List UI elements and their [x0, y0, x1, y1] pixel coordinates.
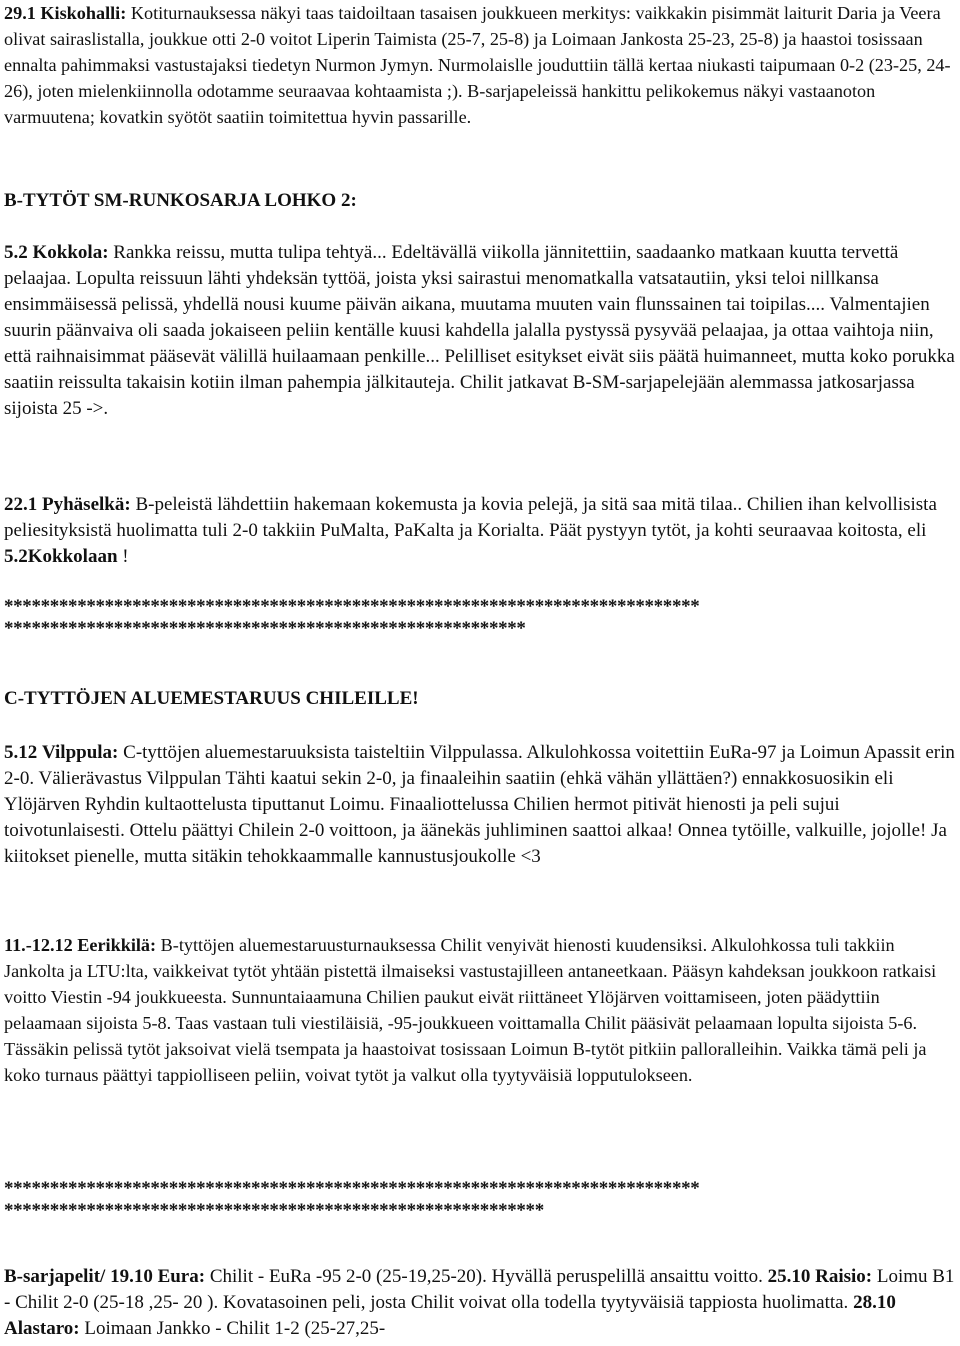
paragraph	[4, 740, 956, 870]
event-text: Kotiturnauksessa näkyi taas taidoiltaan tasaisen joukkueen merkitys: vaikkakin pisimmät laiturit Daria ja Veera olivat sairaslistalla, joukkue otti 2-0 voitot Liperin Taimista (25-7, 25-8) ja Loimaan Jankosta 25-23, 25-8) ja haastoi tosissaan ennalta pahimmaksi vastustajaksi tiedetyn Nurmon Jymyn.	[4, 3, 941, 75]
event-text: Loimaan Jankko - Chilit 1-2 (25-27,25-	[79, 1318, 386, 1339]
event-date-place: 25.10 Raisio:	[767, 1266, 873, 1287]
paragraph	[4, 932, 956, 1088]
event-date: 5.2	[4, 242, 28, 263]
event-place: Pyhäselkä:	[42, 494, 131, 515]
star-line: *********************************************************	[4, 618, 526, 639]
paragraph	[4, 240, 956, 422]
event-date-place: 28.10 Alastaro:	[4, 1292, 896, 1339]
separator-stars-1	[4, 596, 956, 640]
section-heading-c-tyttojen: C-TYTTÖJEN ALUEMESTARUUS CHILEILLE!	[4, 688, 419, 709]
event-lead: B-sarjapelit/ 19.10 Eura:	[4, 1266, 206, 1287]
star-line: ****************************************************************************	[4, 596, 700, 617]
event-emphasis: 5.2Kokkolaan	[4, 546, 118, 567]
report-kiskohalli	[4, 0, 956, 130]
event-date: 5.12	[4, 742, 38, 763]
event-text: B-peleistä lähdettiin hakemaan kokemusta ja kovia pelejä, ja sitä saa mitä tilaa.. Chilien ihan kelvollisista peliesityksistä huolimatta tuli 2-0 takkiin PuMalta, PaKalta ja Korialta. Päät pystyyn tytöt, ja kohti seuraavaa koitosta, eli	[4, 494, 937, 541]
report-vilppula	[4, 740, 956, 870]
event-place: Vilppula:	[42, 742, 119, 763]
separator-stars-2	[4, 1178, 956, 1222]
event-date: 22.1	[4, 494, 38, 515]
event-place: Eerikkilä:	[77, 935, 157, 955]
event-text-continued: Nurmolaislle jouduttiin tällä kertaa niukasti taipumaan 0-2 (23-25, 24-26), joten mielenkiinnolla odotamme seuraavaa kohtaamista ;). B-sarjapeleissä hankittu pelikokemus näkyi vastaanoton varmuutena; kovatkin syötöt saatiin toimitettua hyvin passarille.	[4, 55, 951, 127]
event-place: Kiskohalli:	[40, 3, 127, 23]
paragraph	[4, 1264, 956, 1342]
event-date: 29.1	[4, 3, 36, 23]
event-place: Kokkola:	[32, 242, 109, 263]
event-text: C-tyttöjen aluemestaruuksista taisteltiin Vilppulassa. Alkulohkossa voitettiin EuRa-97 ja Loimun Apassit erin 2-0. Välierävastus Vilppulan Tähti kaatui sekin 2-0, ja finaaleihin saatiin (ehkä vähän yllättäen?) ennakkosuosikin eli Ylöjärven Ryhdin kultaottelusta tiputtanut Loimu. Finaaliottelussa Chilien hermot pitivät hienosti ja peli sujui toivotunlaisesti. Ottelu päättyi Chilein 2-0 voittoon, ja äänekäs juhliminen saattoi alkaa! Onnea tytöille, valkuille, jojolle! Ja kiitokset pienelle, mutta sitäkin tehokkaammalle kannustusjoukolle <3	[4, 742, 955, 867]
star-line: ****************************************************************************	[4, 1178, 700, 1199]
event-text-end: !	[117, 546, 129, 567]
report-eerikkila	[4, 932, 956, 1088]
event-text: Loimu B1 - Chilit 2-0 (25-18 ,25- 20 ). Kovatasoinen peli, josta Chilit voivat olla todella tyytyväisiä tappiosta huolimatta.	[4, 1266, 955, 1313]
paragraph	[4, 0, 956, 130]
event-date: 11.-12.12	[4, 935, 73, 955]
event-text: B-tyttöjen aluemestaruusturnauksessa Chilit venyivät hienosti kuudensiksi. Alkulohkossa tuli takkiin Jankolta ja LTU:lta, vaikkeivat tytöt yhtään pistettä ilmaiseksi vastustajilleen antaneetkaan. Pääsyn kahdeksan joukkoon ratkaisi voitto Viestin -94 joukkueesta. Sunnuntaiaamuna Chilien paukut eivät riittäneet Ylöjärven voittamiseen, joten päädyttiin pelaamaan sijoista 5-8. Taas vastaan tuli viestiläisiä, -95-joukkueen voittamalla Chilit pääsivät pelaamaan lopulta sijoista 5-6. Tässäkin pelissä tytöt jaksoivat vielä tsempata ja haastoivat tosissaan Loimun B-tytöt pitkiin palloralleihin. Vaikka tämä peli ja koko turnaus päättyi tappiolliseen peliin, voivat tytöt ja valkut olla tyytyväisiä lopputulokseen.	[4, 935, 937, 1085]
paragraph	[4, 492, 956, 570]
event-text: Chilit - EuRa -95 2-0 (25-19,25-20). Hyvällä peruspelillä ansaittu voitto.	[205, 1266, 768, 1287]
star-line: ***********************************************************	[4, 1200, 544, 1221]
event-text: Rankka reissu, mutta tulipa tehtyä... Edeltävällä viikolla jännitettiin, saadaanko matkaan kuutta tervettä pelaajaa. Lopulta reissuun lähti yhdeksän tyttöä, joista yksi sairastui menomatkalla vatsatautiin, yksi teloi nillkansa ensimmäisessä pelissä, yhdellä nousi kuume päivän aikana, muutama muuten vain flunssainen tai toipilas.... Valmentajien suurin päänvaiva oli saada jokaiseen peliin kentälle kuusi kahdella jalalla pystyssä pysyvää pelaajaa, ja ottaa vaihtoja niin, että raihnaisimmat pääsevät välillä huilaamaan penkille... Pelilliset esitykset eivät siis päätä huimanneet, mutta koko porukka saatiin reissulta takaisin kotiin ilman pahempia jälkitauteja. Chilit jatkavat B-SM-sarjapelejään alemmassa jatkosarjassa sijoista 25 ->.	[4, 242, 955, 419]
report-b-sarjapelit	[4, 1264, 956, 1342]
section-heading-b-tytot: B-TYTÖT SM-RUNKOSARJA LOHKO 2:	[4, 190, 357, 211]
report-kokkola	[4, 240, 956, 422]
report-pyhaselka	[4, 492, 956, 570]
